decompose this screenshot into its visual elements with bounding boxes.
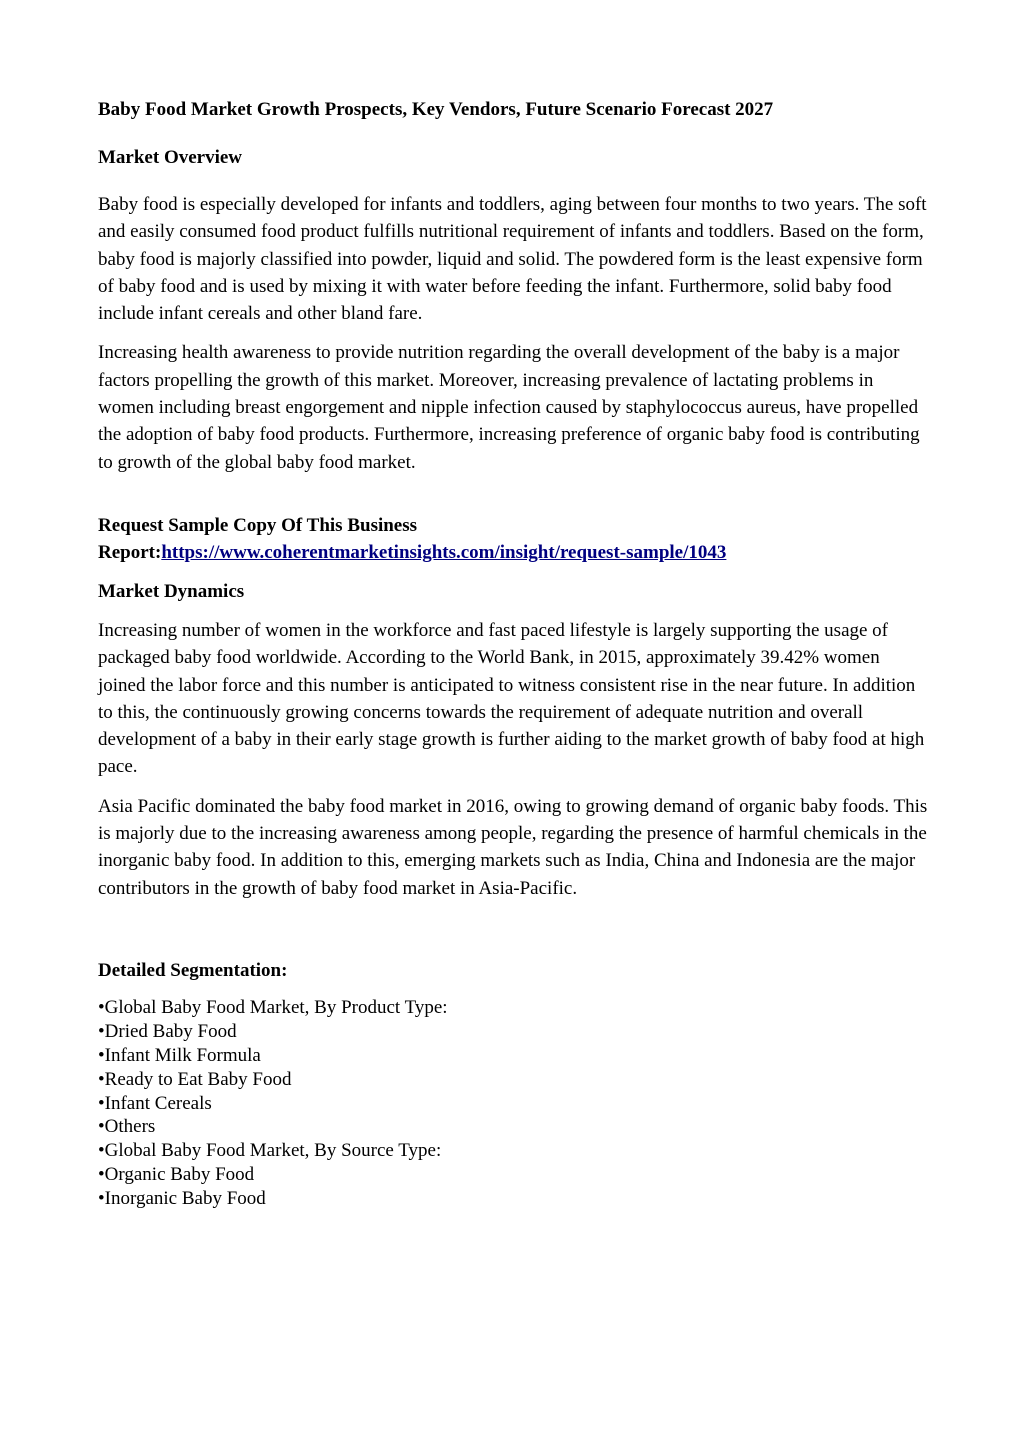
request-sample-prefix: Report: — [98, 541, 162, 563]
request-sample-line1: Request Sample Copy Of This Business — [98, 514, 418, 536]
detailed-segmentation-heading: Detailed Segmentation: — [98, 959, 288, 981]
list-item: •Infant Milk Formula — [98, 1044, 261, 1066]
list-item: •Global Baby Food Market, By Product Type: — [98, 996, 448, 1018]
request-sample-heading — [98, 512, 928, 566]
request-sample-link[interactable]: https://www.coherentmarketinsights.com/insight/request-sample/1043 — [161, 541, 727, 563]
list-item: •Ready to Eat Baby Food — [98, 1068, 292, 1090]
list-item: •Infant Cereals — [98, 1092, 212, 1114]
list-item: •Global Baby Food Market, By Source Type: — [98, 1140, 442, 1162]
list-item: •Inorganic Baby Food — [98, 1188, 266, 1210]
dynamics-paragraph-1: Increasing number of women in the workforce and fast paced lifestyle is largely supporting the usage of packaged baby food worldwide. According to the World Bank, in 2015, approximately 39.42% women joined the labor force and this number is anticipated to witness consistent rise in the near future. In addition to this, the continuously growing concerns towards the requirement of adequate nutrition and overall development of a baby in their early stage growth is further aiding to the market growth of baby food at high pace. — [98, 619, 925, 778]
overview-paragraph-2: Increasing health awareness to provide nutrition regarding the overall development of the baby is a major factors propelling the growth of this market. Moreover, increasing prevalence of lactating problems in women including breast engorgement and nipple infection caused by staphylococcus aureus, have propelled the adoption of baby food products. Furthermore, increasing preference of organic baby food is contributing to growth of the global baby food market. — [98, 342, 920, 473]
segmentation-list — [98, 996, 928, 1211]
list-item: •Dried Baby Food — [98, 1020, 237, 1042]
document-page — [98, 96, 928, 1211]
dynamics-paragraph-2: Asia Pacific dominated the baby food market in 2016, owing to growing demand of organic baby foods. This is majorly due to the increasing awareness among people, regarding the presence of harmful chemicals in the inorganic baby food. In addition to this, emerging markets such as India, China and Indonesia are the major contributors in the growth of baby food market in Asia-Pacific. — [98, 795, 928, 899]
list-item: •Others — [98, 1116, 156, 1138]
document-title: Baby Food Market Growth Prospects, Key Vendors, Future Scenario Forecast 2027 — [98, 99, 774, 120]
list-item: •Organic Baby Food — [98, 1164, 255, 1186]
overview-paragraph-1: Baby food is especially developed for infants and toddlers, aging between four months to two years. The soft and easily consumed food product fulfills nutritional requirement of infants and toddlers. Based on the form, baby food is majorly classified into powder, liquid and solid. The powdered form is the least expensive form of baby food and is used by mixing it with water before feeding the infant. Furthermore, solid baby food include infant cereals and other bland fare. — [98, 194, 927, 325]
market-overview-heading: Market Overview — [98, 147, 243, 168]
market-dynamics-heading: Market Dynamics — [98, 580, 245, 602]
